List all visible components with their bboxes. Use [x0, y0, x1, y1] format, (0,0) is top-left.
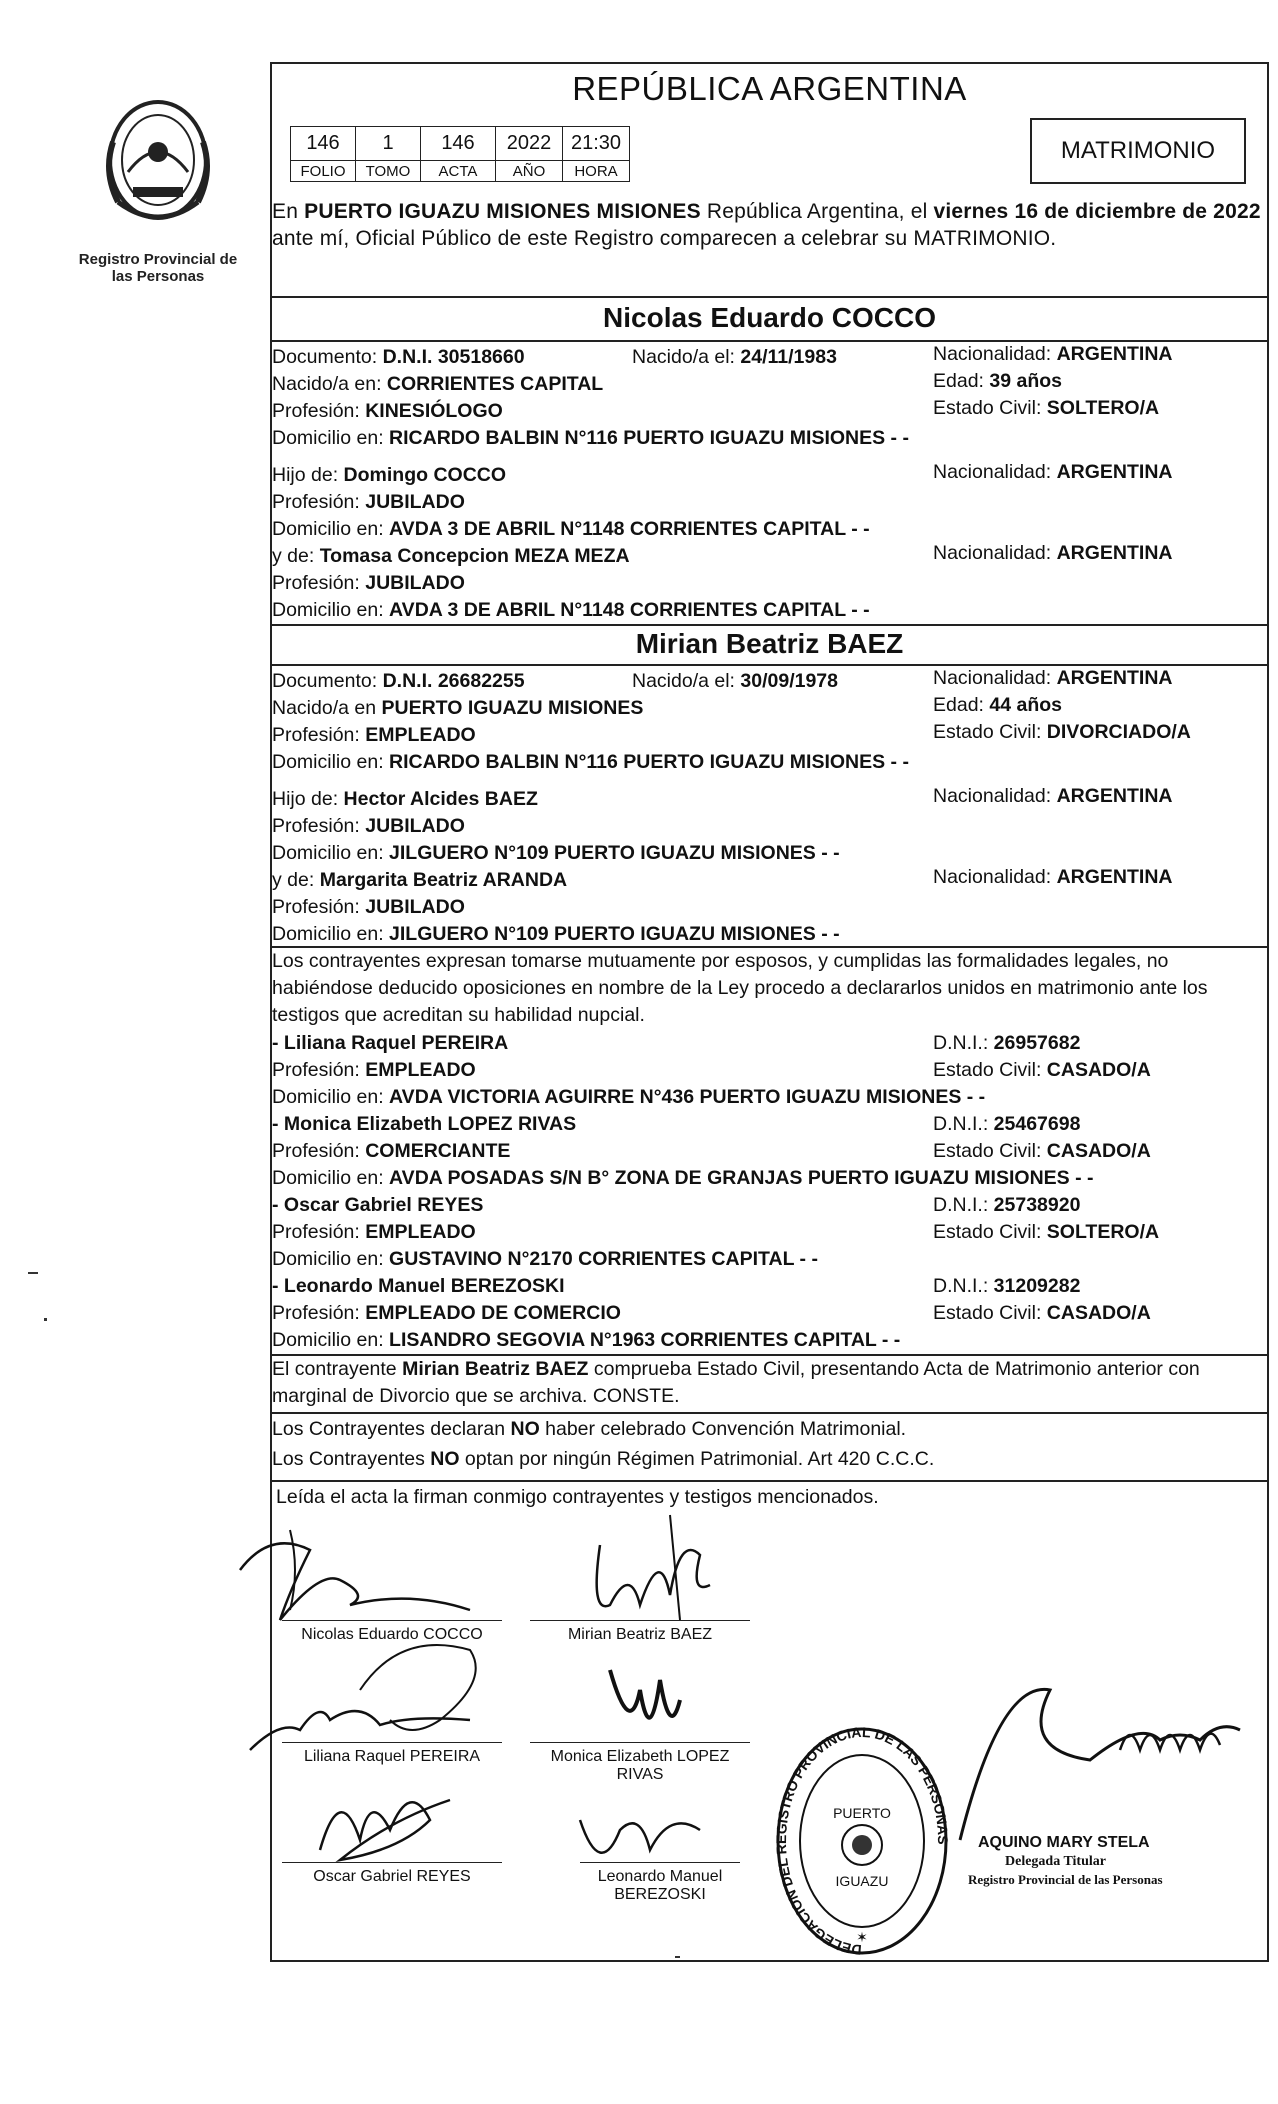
bride-signature: [570, 1505, 750, 1625]
witness-4-civil-status: Estado Civil: CASADO/A: [933, 1302, 1151, 1324]
witness-2-dni: D.N.I.: 25467698: [933, 1113, 1081, 1135]
groom-signature-caption: Nicolas Eduardo COCCO: [301, 1626, 483, 1643]
groom-father-address: Domicilio en: AVDA 3 DE ABRIL N°1148 CORRIENTES CAPITAL - -: [272, 518, 870, 540]
witness-1-profession: Profesión: EMPLEADO: [272, 1059, 476, 1081]
acta-label: ACTA: [421, 161, 496, 182]
hora-value: 21:30: [563, 127, 630, 161]
bride-document: Documento: D.N.I. 26682255: [272, 670, 525, 692]
bride-name: Mirian Beatriz BAEZ: [635, 628, 904, 659]
declaration-paragraph: Los contrayentes expresan tomarse mutuamente por esposos, y cumplidas las formalidades legales, no habiéndose deducido oposiciones en nombre de la Ley procedo a declararlos unidos en matrimonio ante los testigos que acreditan su habilidad nupcial.: [272, 950, 1208, 1026]
folio-value: 146: [291, 127, 356, 161]
divider: [270, 296, 1269, 298]
witness-3-civil-status: Estado Civil: SOLTERO/A: [933, 1221, 1160, 1243]
officer-signature: [940, 1660, 1260, 1860]
svg-text:IGUAZU: IGUAZU: [835, 1873, 889, 1889]
svg-text:DELEGACION DEL REGISTRO PROVIN: DELEGACION DEL REGISTRO PROVINCIAL DE LAS PERSONAS: [773, 1723, 952, 1959]
convention-line-2: Los Contrayentes NO optan por ningún Régimen Patrimonial. Art 420 C.C.C.: [272, 1448, 935, 1470]
witness-2-civil-status: Estado Civil: CASADO/A: [933, 1140, 1151, 1162]
margin-mark: [675, 1956, 680, 1958]
witness-4-profession: Profesión: EMPLEADO DE COMERCIO: [272, 1302, 621, 1324]
witness-4-dni: D.N.I.: 31209282: [933, 1275, 1081, 1297]
bride-birthdate: Nacido/a el: 30/09/1978: [632, 670, 839, 692]
groom-name: Nicolas Eduardo COCCO: [603, 302, 936, 333]
witness-3-profession: Profesión: EMPLEADO: [272, 1221, 476, 1243]
margin-mark: [44, 1318, 47, 1321]
bride-father-address: Domicilio en: JILGUERO N°109 PUERTO IGUAZU MISIONES - -: [272, 842, 840, 864]
bride-father-nationality: Nacionalidad: ARGENTINA: [933, 785, 1173, 807]
witness-1-civil-status: Estado Civil: CASADO/A: [933, 1059, 1151, 1081]
witness-3-signature-caption: Oscar Gabriel REYES: [313, 1868, 471, 1885]
officer-name: AQUINO MARY STELA: [978, 1834, 1150, 1851]
witness-2-address: Domicilio en: AVDA POSADAS S/N B° ZONA DE GRANJAS PUERTO IGUAZU MISIONES - -: [272, 1167, 1094, 1189]
witness-3-name: - Oscar Gabriel REYES: [272, 1194, 484, 1216]
witness-2-profession: Profesión: COMERCIANTE: [272, 1140, 511, 1162]
record-table: [290, 126, 630, 182]
bride-father-profession: Profesión: JUBILADO: [272, 815, 465, 837]
officer-office: Registro Provincial de las Personas: [968, 1872, 1163, 1887]
closing-statement: Leída el acta la firman conmigo contrayentes y testigos mencionados.: [276, 1486, 879, 1508]
hora-label: HORA: [563, 161, 630, 182]
groom-age: Edad: 39 años: [933, 370, 1063, 392]
logo-caption: Registro Provincial de las Personas: [78, 251, 238, 285]
bride-age: Edad: 44 años: [933, 694, 1063, 716]
witness-1-dni: D.N.I.: 26957682: [933, 1032, 1081, 1054]
groom-signature: [230, 1510, 510, 1630]
witness-1-name: - Liliana Raquel PEREIRA: [272, 1032, 509, 1054]
groom-mother-nationality: Nacionalidad: ARGENTINA: [933, 542, 1173, 564]
province-shield-icon: [98, 92, 218, 242]
witness-2-signature: [590, 1650, 710, 1760]
witness-3-address: Domicilio en: GUSTAVINO N°2170 CORRIENTES CAPITAL - -: [272, 1248, 818, 1270]
svg-text:✶: ✶: [856, 1929, 868, 1945]
bride-civil-status: Estado Civil: DIVORCIADO/A: [933, 721, 1191, 743]
groom-document: Documento: D.N.I. 30518660: [272, 346, 525, 368]
officer-role: Delegada Titular: [1005, 1854, 1106, 1869]
record-type-badge: MATRIMONIO: [1030, 118, 1246, 184]
groom-father-profession: Profesión: JUBILADO: [272, 491, 465, 513]
witness-3-signature: [300, 1760, 480, 1870]
groom-mother: y de: Tomasa Concepcion MEZA MEZA: [272, 545, 630, 567]
tomo-value: 1: [356, 127, 421, 161]
registry-stamp: [772, 1720, 952, 1970]
civil-status-note: El contrayente Mirian Beatriz BAEZ comprueba Estado Civil, presentando Acta de Matrimonio anterior con marginal de Divorcio que se archiva. CONSTE.: [272, 1358, 1200, 1407]
tomo-label: TOMO: [356, 161, 421, 182]
bride-mother-nationality: Nacionalidad: ARGENTINA: [933, 866, 1173, 888]
divider: [270, 1412, 1269, 1414]
groom-birthdate: Nacido/a el: 24/11/1983: [632, 346, 837, 368]
svg-text:PUERTO: PUERTO: [833, 1805, 891, 1821]
witness-4-signature-caption: Leonardo Manuel BEREZOSKI: [597, 1868, 723, 1903]
groom-address: Domicilio en: RICARDO BALBIN N°116 PUERTO IGUAZU MISIONES - -: [272, 427, 909, 449]
witness-4-address: Domicilio en: LISANDRO SEGOVIA N°1963 CORRIENTES CAPITAL - -: [272, 1329, 901, 1351]
convention-line-1: Los Contrayentes declaran NO haber celebrado Convención Matrimonial.: [272, 1418, 907, 1440]
anio-value: 2022: [496, 127, 563, 161]
bride-mother-profession: Profesión: JUBILADO: [272, 896, 465, 918]
groom-mother-address: Domicilio en: AVDA 3 DE ABRIL N°1148 CORRIENTES CAPITAL - -: [272, 599, 870, 621]
bride-mother: y de: Margarita Beatriz ARANDA: [272, 869, 568, 891]
margin-mark: [28, 1272, 38, 1274]
witness-1-address: Domicilio en: AVDA VICTORIA AGUIRRE N°436 PUERTO IGUAZU MISIONES - -: [272, 1086, 986, 1108]
bride-birthplace: Nacido/a en PUERTO IGUAZU MISIONES: [272, 697, 644, 719]
bride-mother-address: Domicilio en: JILGUERO N°109 PUERTO IGUAZU MISIONES - -: [272, 923, 840, 945]
anio-label: AÑO: [496, 161, 563, 182]
witness-1-signature: [240, 1620, 540, 1760]
page-title: REPÚBLICA ARGENTINA: [572, 70, 967, 107]
groom-father-nationality: Nacionalidad: ARGENTINA: [933, 461, 1173, 483]
witness-1-signature-caption: Liliana Raquel PEREIRA: [303, 1748, 481, 1765]
divider: [270, 624, 1269, 626]
groom-father: Hijo de: Domingo COCCO: [272, 464, 507, 486]
folio-label: FOLIO: [291, 161, 356, 182]
groom-nationality: Nacionalidad: ARGENTINA: [933, 343, 1173, 365]
groom-mother-profession: Profesión: JUBILADO: [272, 572, 465, 594]
witness-4-signature: [560, 1800, 720, 1890]
acta-value: 146: [421, 127, 496, 161]
registry-logo: [78, 92, 238, 292]
divider: [270, 1480, 1269, 1482]
witness-2-name: - Monica Elizabeth LOPEZ RIVAS: [272, 1113, 577, 1135]
bride-father: Hijo de: Hector Alcides BAEZ: [272, 788, 538, 810]
witness-4-name: - Leonardo Manuel BEREZOSKI: [272, 1275, 565, 1297]
groom-birthplace: Nacido/a en: CORRIENTES CAPITAL: [272, 373, 604, 395]
bride-signature-caption: Mirian Beatriz BAEZ: [567, 1626, 713, 1643]
bride-nationality: Nacionalidad: ARGENTINA: [933, 667, 1173, 689]
bride-profession: Profesión: EMPLEADO: [272, 724, 476, 746]
witness-3-dni: D.N.I.: 25738920: [933, 1194, 1081, 1216]
groom-civil-status: Estado Civil: SOLTERO/A: [933, 397, 1160, 419]
bride-address: Domicilio en: RICARDO BALBIN N°116 PUERTO IGUAZU MISIONES - -: [272, 751, 909, 773]
groom-profession: Profesión: KINESIÓLOGO: [272, 400, 503, 422]
intro-paragraph: En PUERTO IGUAZU MISIONES MISIONES República Argentina, el viernes 16 de diciembre de 2022 ante mí, Oficial Público de este Registro comparecen a celebrar su MATRIMONIO.: [272, 200, 1261, 250]
witness-2-signature-caption: Monica Elizabeth LOPEZ RIVAS: [550, 1748, 730, 1783]
